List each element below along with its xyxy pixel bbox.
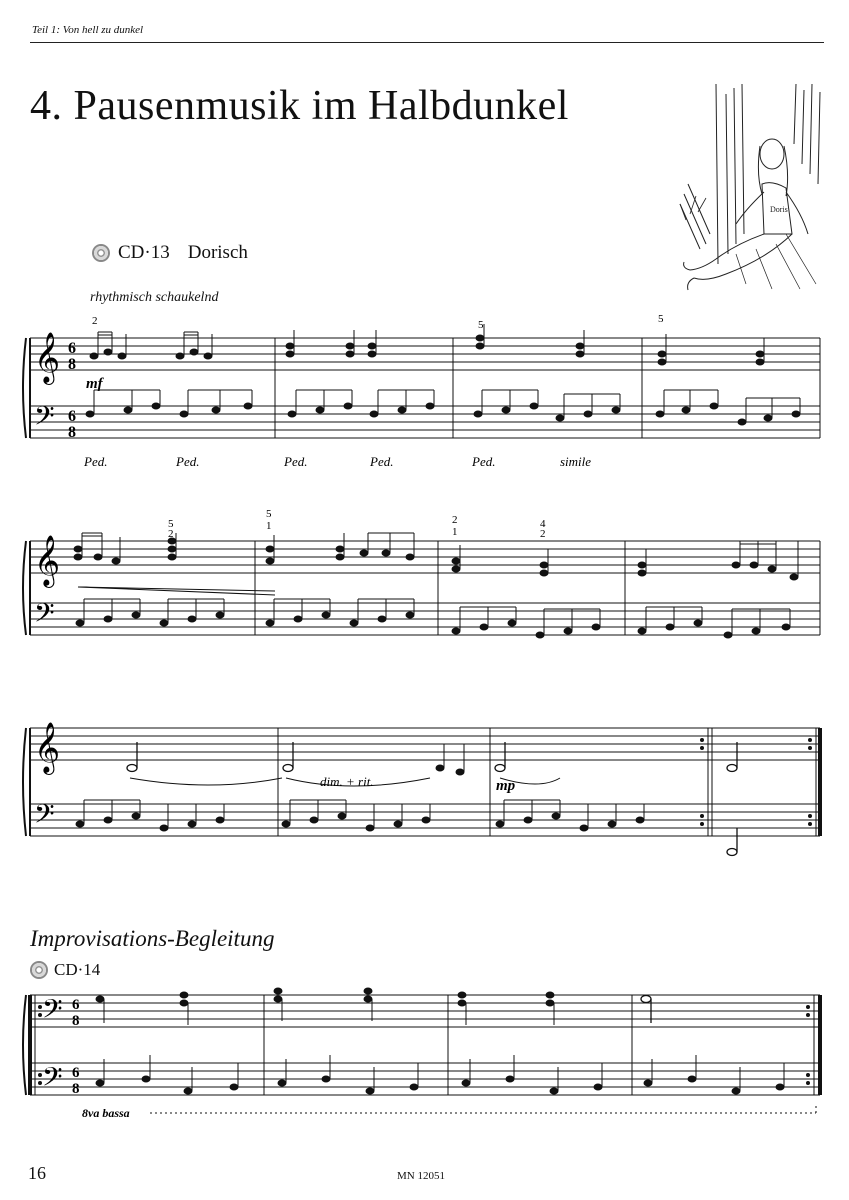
cd-track-label: CD·13 xyxy=(118,242,170,263)
fingering: 1 xyxy=(452,526,458,538)
illustration-girl-sitting xyxy=(676,84,826,296)
system-3 xyxy=(20,700,825,860)
dim-rit-mark: dim. + rit. xyxy=(320,774,374,789)
fingering: 2 xyxy=(540,528,546,540)
bass-clef-icon: 𝄢 xyxy=(42,1062,63,1098)
time-sig-top: 6 xyxy=(68,340,76,357)
mode-label: Dorisch xyxy=(187,242,248,263)
time-sig-top-bass: 6 xyxy=(68,408,76,425)
tempo-marking: rhythmisch schaukelnd xyxy=(90,290,219,305)
dynamic-mp: mp xyxy=(496,778,516,794)
pedal-mark: Ped. xyxy=(472,454,496,469)
fingering: 5 xyxy=(658,313,664,325)
pedal-simile: simile xyxy=(560,454,592,469)
cd-icon xyxy=(30,961,48,979)
pedal-mark: Ped. xyxy=(176,454,200,469)
fingering: 2 xyxy=(168,528,174,540)
fingering: 4 xyxy=(540,518,546,530)
bass-clef-icon: 𝄢 xyxy=(34,799,55,835)
dynamic-mf: mf xyxy=(86,376,103,392)
piece-title-text: Pausenmusik im Halbdunkel xyxy=(73,83,569,129)
treble-clef-icon: 𝄞 xyxy=(34,723,61,772)
time-sig-bottom: 8 xyxy=(72,1013,80,1029)
fingering: 5 xyxy=(478,319,484,331)
cd-icon xyxy=(92,244,110,262)
system-2 xyxy=(20,505,825,665)
improv-title: Improvisations-Begleitung xyxy=(30,926,275,951)
bass-clef-icon: 𝄢 xyxy=(34,598,55,634)
running-head: Teil 1: Von hell zu dunkel xyxy=(32,24,144,36)
piece-title xyxy=(30,82,569,130)
ottava-bassa: 8va bassa xyxy=(82,1106,130,1120)
fingering: 2 xyxy=(92,315,98,327)
time-sig-bottom: 8 xyxy=(68,356,76,373)
fingering: 5 xyxy=(266,508,272,520)
time-sig-bottom-bass: 8 xyxy=(72,1081,80,1097)
cd-track-label: CD·14 xyxy=(54,960,101,979)
fingering: 2 xyxy=(452,514,458,526)
piece-number: 4. xyxy=(30,83,63,129)
bass-clef-icon: 𝄢 xyxy=(42,994,63,1030)
fingering: 5 xyxy=(168,518,174,530)
time-sig-top-bass: 6 xyxy=(72,1065,80,1081)
cd-track-improv xyxy=(30,960,100,980)
cd-track-main xyxy=(92,242,248,264)
header-rule xyxy=(30,42,824,43)
treble-clef-icon: 𝄞 xyxy=(34,333,61,382)
time-sig-top: 6 xyxy=(72,997,80,1013)
treble-clef-icon: 𝄞 xyxy=(34,536,61,585)
page-number: 16 xyxy=(28,1163,46,1183)
system-4-improv xyxy=(20,985,825,1135)
pedal-mark: Ped. xyxy=(284,454,308,469)
catalog-number: MN 12051 xyxy=(397,1170,445,1182)
system-1 xyxy=(20,310,825,475)
pedal-mark: Ped. xyxy=(370,454,394,469)
bass-clef-icon: 𝄢 xyxy=(34,401,55,437)
svg-text:Doris: Doris xyxy=(770,205,788,214)
pedal-mark: Ped. xyxy=(84,454,108,469)
time-sig-bottom-bass: 8 xyxy=(68,424,76,441)
fingering: 1 xyxy=(266,520,272,532)
